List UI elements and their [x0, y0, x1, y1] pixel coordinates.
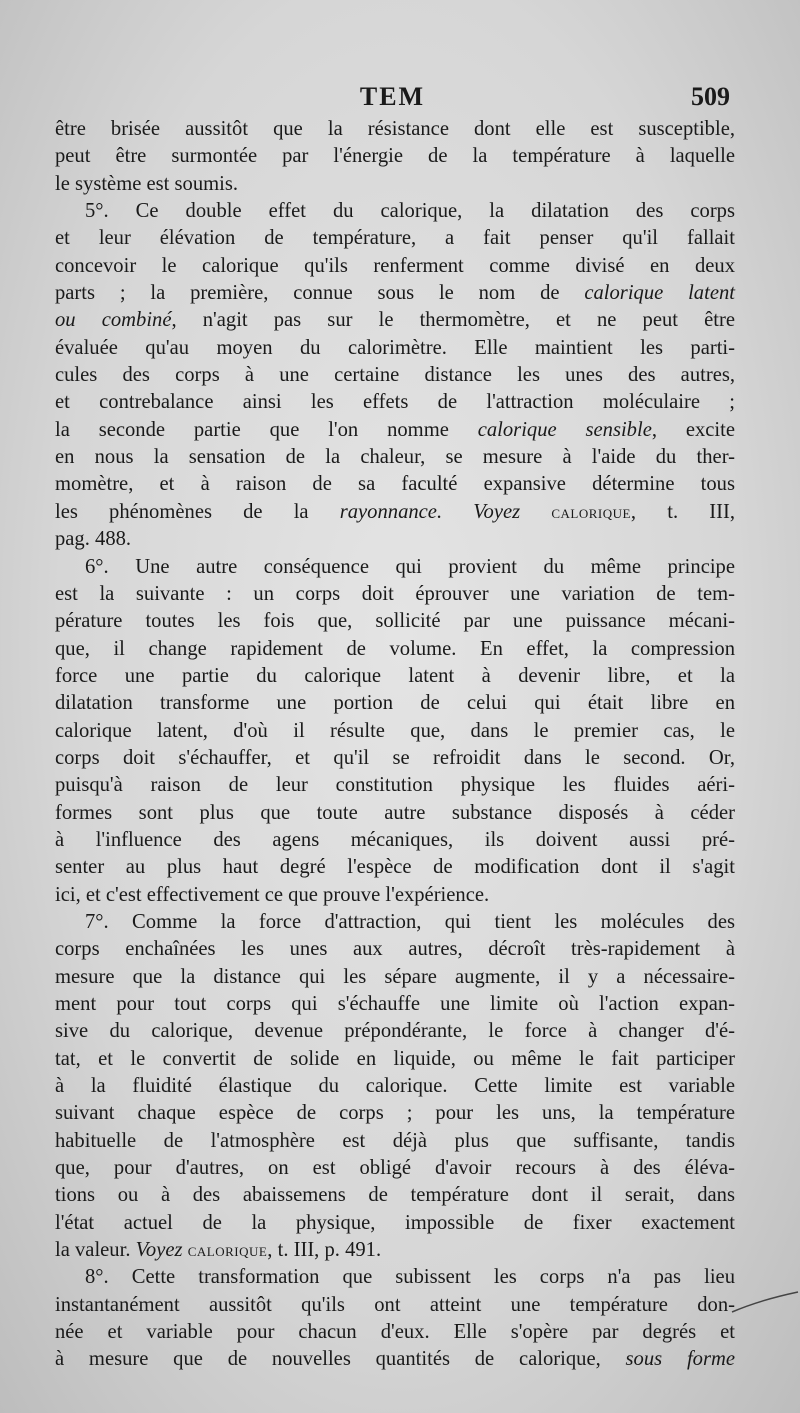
italic-term: sous forme	[625, 1348, 735, 1371]
text-line: à l'influence des agens mécaniques, ils doivent aussi pré-	[55, 828, 735, 851]
page-number: 509	[691, 82, 730, 111]
text-line: en nous la sensation de la chaleur, se mesure à l'aide du ther-	[55, 446, 735, 469]
text-line: force une partie du calorique latent à devenir libre, et la	[55, 664, 735, 687]
body-text	[55, 116, 735, 1374]
text-line: suivant chaque espèce de corps ; pour les uns, la température	[55, 1102, 735, 1125]
italic-term: calorique latent	[584, 282, 735, 305]
text-line: puisqu'à raison de leur constitution physique les fluides aéri-	[55, 774, 735, 797]
text-line: ou combiné, n'agit pas sur le thermomètre, et ne peut être	[55, 309, 735, 332]
text-line: les phénomènes de la rayonnance. Voyez calorique, t. III,	[55, 500, 735, 523]
running-head: TEM	[359, 82, 426, 111]
text-line: mesure que la distance qui les sépare augmente, il y a nécessaire-	[55, 965, 735, 988]
text-line: parts ; la première, connue sous le nom de calorique latent	[55, 282, 735, 305]
text-line: sive du calorique, devenue prépondérante, le force à changer d'é-	[55, 1020, 735, 1043]
italic-term: ou combiné	[55, 309, 172, 332]
text-line: momètre, et à raison de sa faculté expansive détermine tous	[55, 473, 735, 496]
page-curl-mark	[730, 1290, 800, 1320]
text-line: dilatation transforme une portion de celui qui était libre en	[55, 692, 735, 715]
text-line: calorique latent, d'où il résulte que, dans le premier cas, le	[55, 719, 735, 742]
text-line: tions ou à des abaissemens de température dont il serait, dans	[55, 1184, 735, 1207]
text-line: la valeur. Voyez calorique, t. III, p. 491.	[55, 1239, 382, 1262]
text-line: et contrebalance ainsi les effets de l'attraction moléculaire ;	[55, 391, 735, 414]
text-line: cules des corps à une certaine distance les unes des autres,	[55, 364, 735, 387]
text-line: 6°. Une autre conséquence qui provient du même principe	[85, 555, 735, 578]
text-line: ment pour tout corps qui s'échauffe une limite où l'action expan-	[55, 993, 735, 1015]
italic-term: calorique sensible	[477, 418, 652, 441]
text-line: à la fluidité élastique du calorique. Cette limite est variable	[55, 1075, 735, 1098]
text-line: est la suivante : un corps doit éprouver une variation de tem-	[55, 582, 735, 605]
italic-term: Voyez	[473, 500, 521, 523]
text-line: habituelle de l'atmosphère est déjà plus que suffisante, tandis	[55, 1129, 735, 1152]
text-line: peut être surmontée par l'énergie de la température à laquelle	[55, 145, 735, 168]
text-line: née et variable pour chacun d'eux. Elle s'opère par degrés et	[55, 1321, 735, 1344]
text-line: senter au plus haut degré l'espèce de modification dont il s'agit	[55, 856, 735, 879]
text-line: pag. 488.	[55, 528, 132, 551]
text-line: ici, et c'est effectivement ce que prouve l'expérience.	[55, 883, 490, 906]
text-line: et leur élévation de température, a fait penser qu'il fallait	[55, 227, 735, 250]
text-line: concevoir le calorique qu'ils renferment comme divisé en deux	[55, 254, 735, 277]
text-line: que, il change rapidement de volume. En effet, la compression	[55, 637, 735, 660]
text-line: évaluée qu'au moyen du calorimètre. Elle maintient les parti-	[55, 336, 735, 359]
text-line: instantanément aussitôt qu'ils ont atteint une température don-	[55, 1293, 735, 1316]
text-line: l'état actuel de la physique, impossible de fixer exactement	[55, 1211, 735, 1234]
text-line: corps doit s'échauffer, et qu'il se refroidit dans le second. Or,	[55, 746, 735, 769]
text-line: 5°. Ce double effet du calorique, la dilatation des corps	[85, 200, 735, 223]
small-caps-term: calorique	[187, 1240, 268, 1262]
text-line: pérature toutes les fois que, sollicité par une puissance mécani-	[55, 610, 735, 633]
italic-term: Voyez	[135, 1239, 183, 1262]
small-caps-term: calorique	[551, 501, 631, 523]
text-line: la seconde partie que l'on nomme calorique sensible, excite	[55, 418, 736, 441]
text-line: que, pour d'autres, on est obligé d'avoir recours à des éléva-	[55, 1157, 735, 1180]
text-line: tat, et le convertit de solide en liquide, ou même le fait participer	[55, 1047, 735, 1070]
text-line: le système est soumis.	[55, 172, 239, 195]
text-line: à mesure que de nouvelles quantités de calorique, sous forme	[55, 1348, 735, 1371]
text-line: être brisée aussitôt que la résistance dont elle est susceptible,	[55, 118, 735, 140]
text-line: 7°. Comme la force d'attraction, qui tient les molécules des	[85, 910, 735, 933]
italic-term: rayonnance.	[339, 500, 443, 523]
text-line: corps enchaînées les unes aux autres, décroît très-rapidement à	[55, 938, 735, 961]
text-line: 8°. Cette transformation que subissent les corps n'a pas lieu	[85, 1266, 735, 1289]
text-line: formes sont plus que toute autre substance disposés à céder	[55, 801, 735, 824]
